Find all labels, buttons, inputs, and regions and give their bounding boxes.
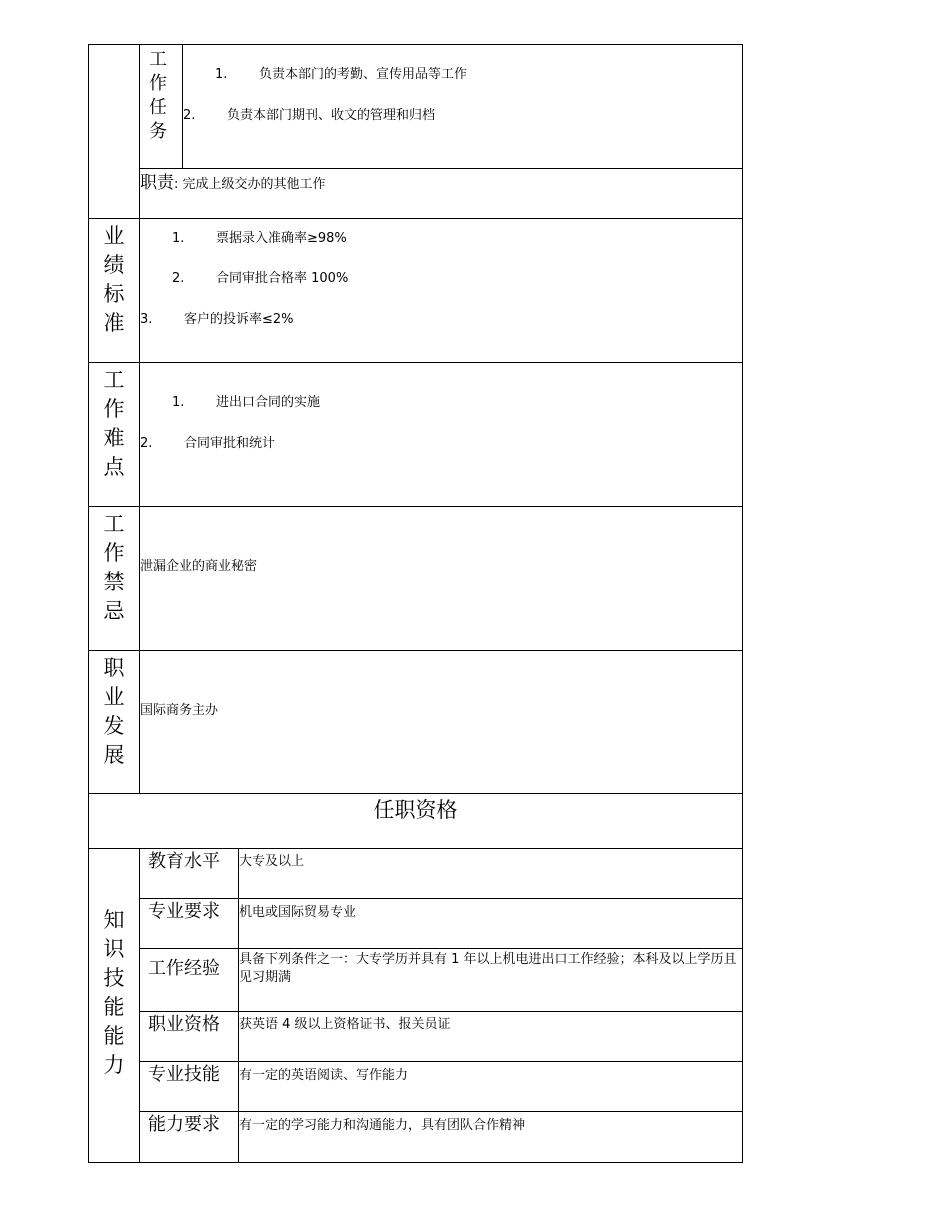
task-item-2: [183, 107, 435, 125]
qual-row-line-5: [139, 1111, 743, 1112]
row-line-performance: [88, 362, 743, 363]
performance-item-3-num: 3.: [140, 312, 153, 327]
border-left: [88, 44, 89, 1163]
performance-item-1-text: 票据录入准确率≥98%: [216, 231, 347, 246]
task-item-1-text: 负责本部门的考勤、宣传用品等工作: [259, 67, 468, 82]
qual-col-divider: [238, 848, 239, 1163]
performance-item-2-text: 合同审批合格率 100%: [216, 271, 349, 286]
qual-value-major: 机电或国际贸易专业: [239, 905, 357, 920]
difficulty-item-2-text: 合同审批和统计: [184, 436, 276, 451]
difficulty-item-1-num: 1.: [172, 395, 185, 410]
row-line-task: [139, 168, 743, 169]
qualification-group-label: 知识技能能力: [103, 908, 125, 1077]
qual-value-experience: 具备下列条件之一：大专学历并具有 1 年以上机电进出口工作经验；本科及以上学历且见习期满: [239, 952, 737, 985]
qual-label-education: 教育水平: [148, 851, 220, 872]
difficulty-item-1: [172, 394, 320, 412]
difficulty-item-1-text: 进出口合同的实施: [216, 395, 321, 410]
qual-label-experience: 工作经验: [148, 958, 220, 979]
performance-item-2: [172, 270, 348, 288]
difficulty-item-2: [140, 435, 275, 453]
qual-row-line-3: [139, 1011, 743, 1012]
performance-item-1-num: 1.: [172, 231, 185, 246]
performance-item-3: [140, 311, 294, 329]
task-item-2-text: 负责本部门期刊、收文的管理和归档: [227, 108, 436, 123]
row-line-taboo: [88, 650, 743, 651]
duty-label: 职责: [140, 173, 174, 193]
row-line-difficulty: [88, 506, 743, 507]
qual-value-certification: 获英语 4 级以上资格证书、报关员证: [239, 1017, 451, 1032]
row-line-title: [88, 848, 743, 849]
difficulty-label: 工作难点: [103, 368, 125, 479]
performance-item-3-text: 客户的投诉率≤2%: [184, 312, 294, 327]
row-line-duty: [88, 218, 743, 219]
qual-row-line-1: [139, 898, 743, 899]
border-bottom: [88, 1162, 743, 1163]
task-item-1-num: 1.: [215, 67, 228, 82]
duty-text: : 完成上级交办的其他工作: [174, 177, 326, 192]
label-col-divider-top: [139, 44, 140, 794]
qual-value-ability: 有一定的学习能力和沟通能力，具有团队合作精神: [239, 1118, 526, 1133]
performance-item-2-num: 2.: [172, 271, 185, 286]
qual-value-education: 大专及以上: [239, 854, 305, 869]
label-col-divider-bottom: [139, 848, 140, 1163]
taboo-label: 工作禁忌: [103, 512, 125, 623]
performance-label: 业绩标准: [103, 224, 125, 335]
difficulty-item-2-num: 2.: [140, 436, 153, 451]
career-label: 职业发展: [103, 656, 125, 767]
qual-value-skills: 有一定的英语阅读、写作能力: [239, 1068, 409, 1083]
task-label: 工作任务: [149, 49, 167, 142]
qual-row-line-4: [139, 1061, 743, 1062]
border-right: [742, 44, 743, 1163]
qual-label-skills: 专业技能: [148, 1064, 220, 1085]
task-item-1: [215, 66, 467, 84]
taboo-text: 泄漏企业的商业秘密: [140, 559, 258, 574]
qualification-title: 任职资格: [373, 798, 458, 822]
qual-label-major: 专业要求: [148, 901, 220, 922]
task-item-2-num: 2.: [183, 108, 196, 123]
duty-row: [140, 174, 326, 194]
qual-label-ability: 能力要求: [148, 1114, 220, 1135]
qual-row-line-2: [139, 948, 743, 949]
performance-item-1: [172, 230, 347, 248]
career-text: 国际商务主办: [140, 703, 219, 718]
row-line-career: [88, 793, 743, 794]
qual-label-certification: 职业资格: [148, 1014, 220, 1035]
border-top: [88, 44, 743, 45]
